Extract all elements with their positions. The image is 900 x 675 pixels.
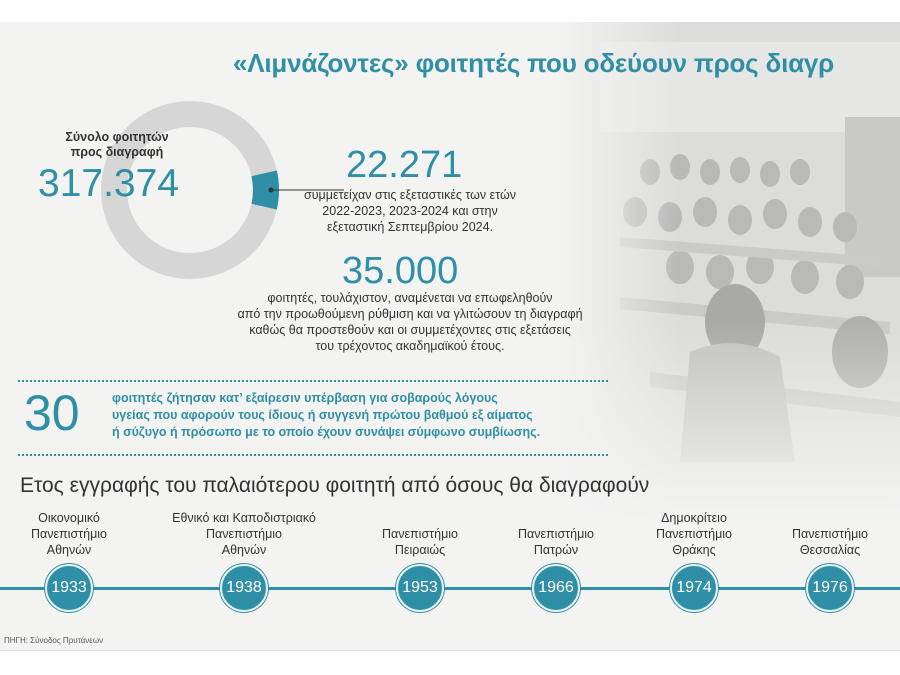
timeline-title: Ετος εγγραφής του παλαιότερου φοιτητή από όσους θα διαγραφούν: [20, 474, 650, 497]
participated-text: [270, 187, 550, 235]
leader-line: [270, 187, 350, 193]
timeline-label-0: [0, 510, 159, 558]
timeline-label-line1: Οικονομικό: [38, 511, 100, 525]
exceptions-text-line1: φοιτητές ζήτησαν κατ’ εξαίρεσιν υπέρβαση για σοβαρούς λόγους: [112, 391, 498, 405]
timeline-year-marker: 1953: [396, 564, 444, 612]
participated-text-line3: εξεταστική Σεπτεμβρίου 2024.: [326, 220, 494, 234]
infographic-canvas: [0, 22, 900, 650]
total-value: 317.374: [38, 162, 179, 205]
timeline-year-marker: 1933: [45, 564, 93, 612]
timeline-year-marker: 1976: [806, 564, 854, 612]
timeline-label-line1: Εθνικό και Καποδιστριακό: [172, 511, 316, 525]
participated-text-line2: 2022-2023, 2023-2024 και στην: [322, 204, 498, 218]
bottom-divider: [0, 650, 900, 651]
timeline-year-marker: 1938: [220, 564, 268, 612]
beneficiaries-text-line4: του τρέχοντος ακαδημαϊκού έτους.: [315, 339, 505, 353]
page-title: «Λιμνάζοντες» φοιτητές που οδεύουν προς διαγρ: [233, 48, 835, 78]
exceptions-text: [112, 390, 612, 441]
donut-slice-participated: [264, 173, 266, 206]
participated-value: 22.271: [346, 144, 463, 186]
timeline-label-line2: Πανεπιστήμιο: [517, 527, 594, 541]
timeline-label-line1: [740, 510, 900, 526]
timeline-label-line2: Πανεπιστήμιο: [30, 527, 107, 541]
beneficiaries-text-line2: από την προωθούμενη ρύθμιση και να γλιτώσουν τη διαγραφή: [237, 307, 583, 321]
timeline-label-line2: Πανεπιστήμιο: [655, 527, 732, 541]
timeline-label-line3: Πατρών: [533, 543, 579, 557]
beneficiaries-value: 35.000: [342, 250, 459, 292]
students-exam-illustration: [560, 22, 900, 522]
beneficiaries-text-line3: καθώς θα προστεθούν και οι συμμετέχοντες στις εξετάσεις: [249, 323, 571, 337]
timeline-label-line2: Πανεπιστήμιο: [381, 527, 458, 541]
timeline-label-line3: Θεσσαλίας: [799, 543, 861, 557]
total-label: [42, 130, 192, 160]
timeline-label-line3: Αθηνών: [221, 543, 267, 557]
exceptions-value: 30: [24, 385, 80, 441]
total-label-line1: Σύνολο φοιτητών: [65, 130, 169, 144]
timeline-label-line1: Δημοκρίτειο: [661, 511, 727, 525]
timeline-year-marker: 1966: [532, 564, 580, 612]
timeline-label-1: [154, 510, 334, 558]
timeline-label-line3: Πειραιώς: [394, 543, 446, 557]
source-note: ΠΗΓΗ: Σύνοδος Πρυτάνεων: [4, 636, 104, 645]
timeline-label-line2: Πανεπιστήμιο: [205, 527, 282, 541]
timeline-axis-line: [0, 587, 900, 590]
total-label-line2: προς διαγραφή: [70, 145, 164, 159]
participated-text-line1: συμμετείχαν στις εξεταστικές των ετών: [304, 188, 516, 202]
beneficiaries-text-line1: φοιτητές, τουλάχιστον, αναμένεται να επωφεληθούν: [267, 291, 553, 305]
timeline-label-line2: Πανεπιστήμιο: [791, 527, 868, 541]
timeline-label-line3: Θράκης: [672, 543, 716, 557]
timeline-label-5: [740, 510, 900, 558]
timeline-year-marker: 1974: [670, 564, 718, 612]
beneficiaries-text: [210, 290, 610, 354]
timeline-label-line3: Αθηνών: [46, 543, 92, 557]
exceptions-text-line2: υγείας που αφορούν τους ίδιους ή συγγενή πρώτου βαθμού εξ αίματος: [112, 408, 533, 422]
exceptions-text-line3: ή σύζυγο ή πρόσωπο με το οποίο έχουν συνάψει σύμφωνο συμβίωσης.: [112, 425, 541, 439]
